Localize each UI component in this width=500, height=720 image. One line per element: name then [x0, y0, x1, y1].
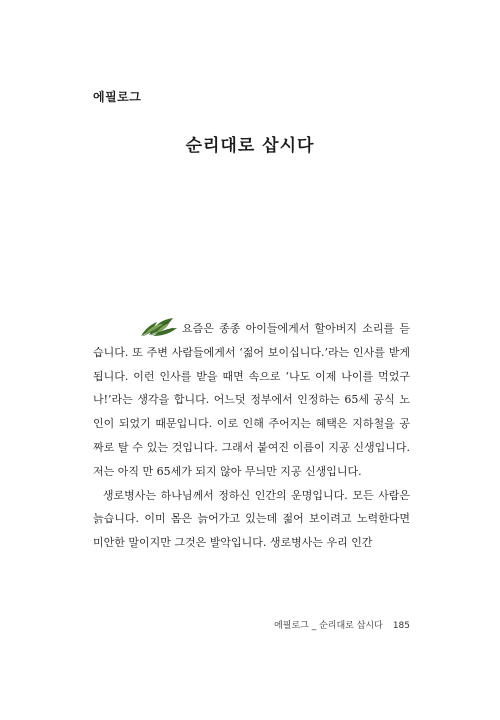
- running-title: 에필로그 _ 순리대로 삽시다: [274, 621, 383, 631]
- chapter-title: 순리대로 삽시다: [185, 136, 315, 156]
- page-number: 185: [392, 621, 410, 631]
- body-text: [93, 316, 410, 555]
- paragraph-text: 요즘은 종종 아이들에게서 할아버지 소리를 듣습니다. 또 주변 사람들에게서 ‘젊어 보이십니다.’라는 인사를 받게 됩니다. 이런 인사를 받을 때면 속으로 ‘나도 이제 나이를 먹었구나!’라는 생각을 합니다. 어느덧 정부에서 인정하는 65세 공식 노인이 되었기 때문입니다. 이로 인해 주어지는 혜택은 지하철을 공짜로 탈 수 있는 것입니다. 그래서 붙여진 이름이 지공 신생입니다. 저는 아직 만 65세가 되지 않아 무늬만 지공 신생입니다.: [93, 322, 410, 478]
- paragraph: [93, 316, 410, 484]
- page-footer: [274, 618, 410, 631]
- section-label: 에필로그: [93, 90, 142, 104]
- leaf-icon: [139, 316, 179, 338]
- paragraph: 생로병사는 하나님께서 정하신 인간의 운명입니다. 모든 사람은 늙습니다. 이미 몸은 늙어가고 있는데 젊어 보이려고 노력한다면 미안한 말이지만 그것은 발악입니다. 생로병사는 우리 인간: [93, 488, 410, 550]
